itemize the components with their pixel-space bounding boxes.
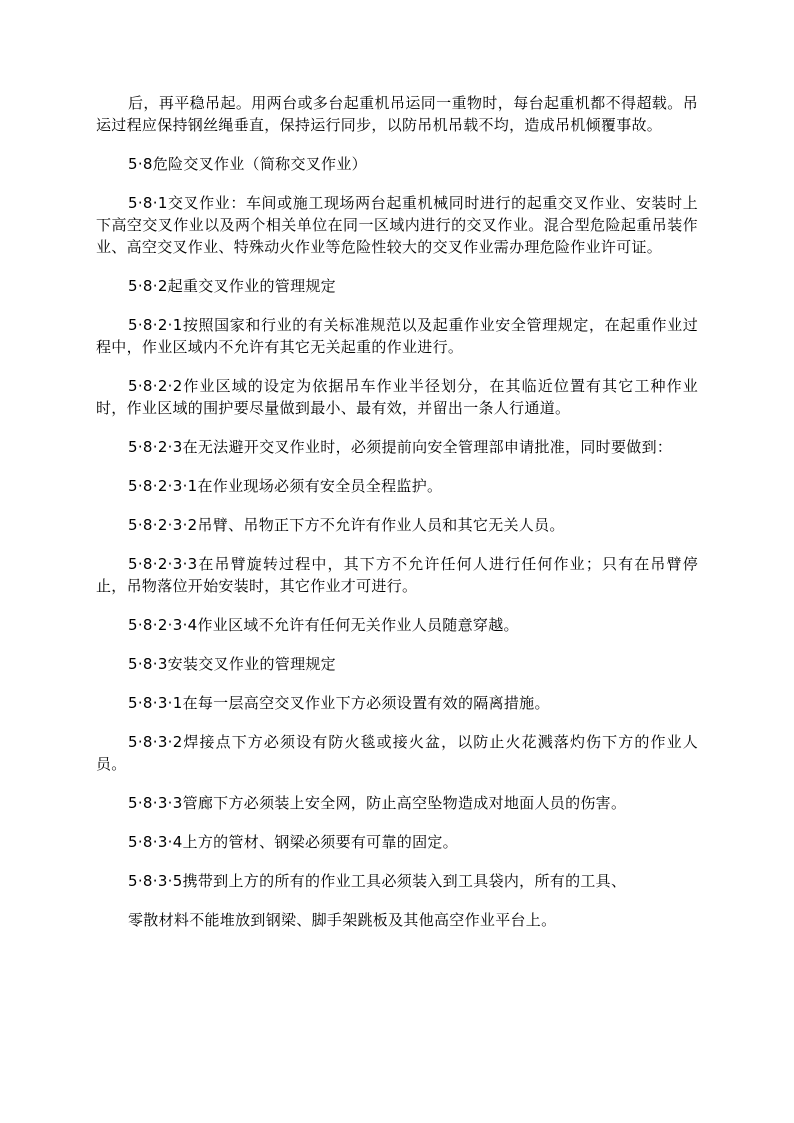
document-body <box>96 92 698 948</box>
paragraph-5-8-1: 5·8·1交叉作业：车间或施工现场两台起重机械同时进行的起重交叉作业、安装时上下高空交叉作业以及两个相关单位在同一区域内进行的交叉作业。混合型危险起重吊装作业、高空交叉作业、特殊动火作业等危险性较大的交叉作业需办理危险作业许可证。 <box>96 194 698 256</box>
paragraph-lifting-continuation: 后，再平稳吊起。用两台或多台起重机吊运同一重物时，每台起重机都不得超载。吊运过程应保持钢丝绳垂直，保持运行同步，以防吊机吊载不均，造成吊机倾覆事故。 <box>96 94 698 134</box>
paragraph-5-8-3-1: 5·8·3·1在每一层高空交叉作业下方必须设置有效的隔离措施。 <box>128 694 550 712</box>
section-heading-5-8-3: 5·8·3安装交叉作业的管理规定 <box>128 655 336 673</box>
paragraph-5-8-3-5-continuation: 零散材料不能堆放到钢梁、脚手架跳板及其他高空作业平台上。 <box>128 911 557 929</box>
paragraph-5-8-2-1: 5·8·2·1按照国家和行业的有关标准规范以及起重作业安全管理规定，在起重作业过程中，作业区域内不允许有其它无关起重的作业进行。 <box>96 316 698 356</box>
paragraph-5-8-3-4: 5·8·3·4上方的管材、钢梁必须要有可靠的固定。 <box>128 833 458 851</box>
paragraph-5-8-2-3: 5·8·2·3在无法避开交叉作业时，必须提前向安全管理部申请批准，同时要做到： <box>128 438 673 456</box>
paragraph-5-8-2-3-1: 5·8·2·3·1在作业现场必须有安全员全程监护。 <box>128 477 443 495</box>
paragraph-5-8-2-3-3: 5·8·2·3·3在吊臂旋转过程中，其下方不允许任何人进行任何作业；只有在吊臂停止，吊物落位开始安装时，其它作业才可进行。 <box>96 555 698 595</box>
paragraph-5-8-3-5: 5·8·3·5携带到上方的所有的作业工具必须装入到工具袋内，所有的工具、 <box>128 872 627 890</box>
section-heading-5-8-2: 5·8·2起重交叉作业的管理规定 <box>128 277 336 295</box>
paragraph-5-8-3-3: 5·8·3·3管廊下方必须装上安全网，防止高空坠物造成对地面人员的伤害。 <box>128 794 627 812</box>
section-heading-5-8: 5·8危险交叉作业（简称交叉作业） <box>128 155 367 173</box>
paragraph-5-8-2-2: 5·8·2·2作业区域的设定为依据吊车作业半径划分，在其临近位置有其它工种作业时，作业区域的围护要尽量做到最小、最有效，并留出一条人行通道。 <box>96 377 698 417</box>
paragraph-5-8-2-3-2: 5·8·2·3·2吊臂、吊物正下方不允许有作业人员和其它无关人员。 <box>128 516 565 534</box>
paragraph-5-8-2-3-4: 5·8·2·3·4作业区域不允许有任何无关作业人员随意穿越。 <box>128 616 519 634</box>
paragraph-5-8-3-2: 5·8·3·2焊接点下方必须设有防火毯或接火盆，以防止火花溅落灼伤下方的作业人员。 <box>96 733 698 773</box>
